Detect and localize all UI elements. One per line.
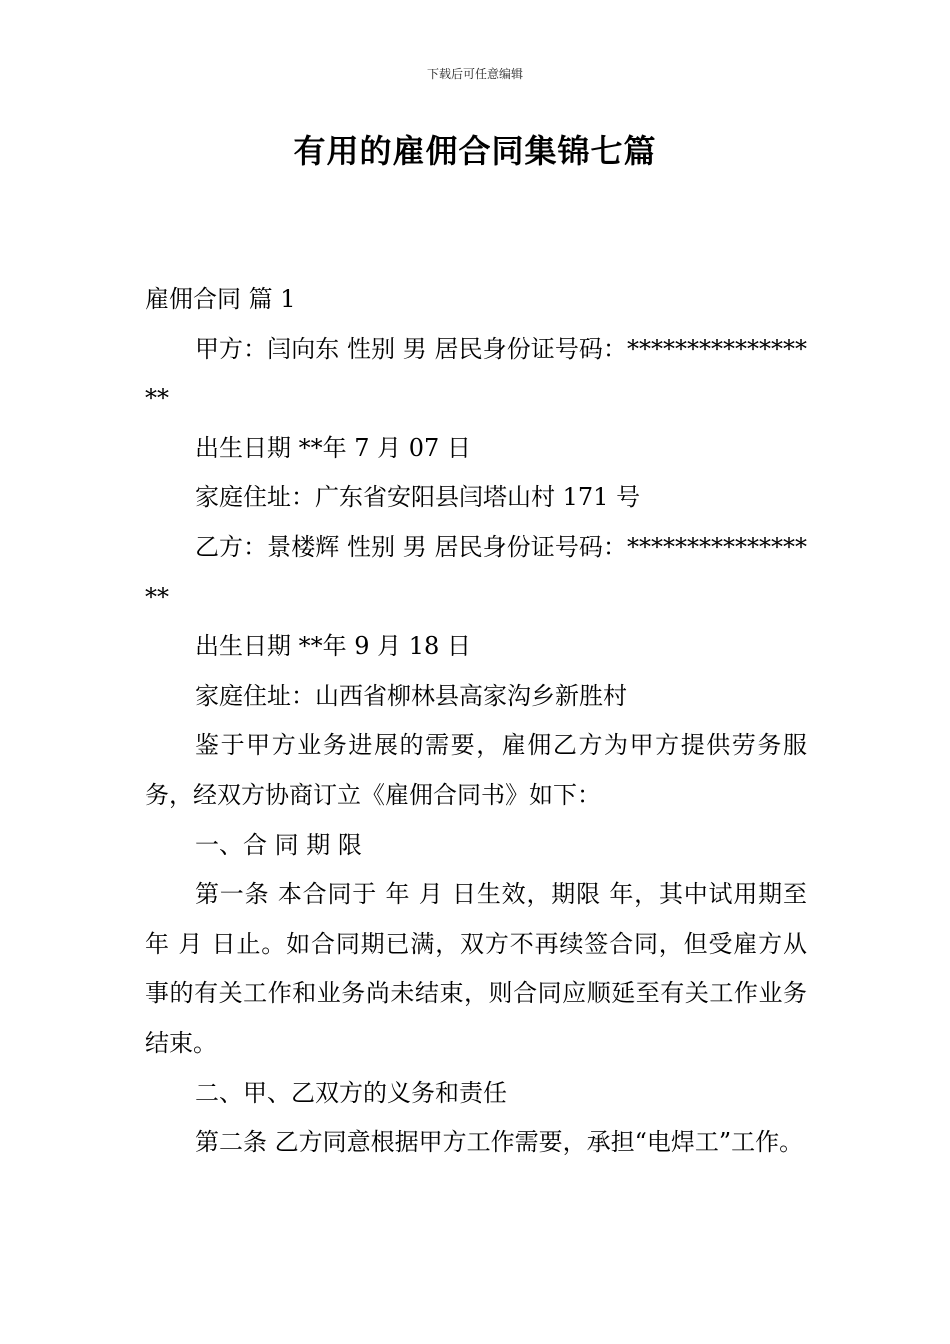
party-a-address: 家庭住址：广东省安阳县闫塔山村 171 号 xyxy=(195,483,641,512)
chapter-heading-obligations: 二、甲、乙双方的义务和责任 xyxy=(195,1078,507,1107)
document-body xyxy=(145,275,807,1168)
article-two-paragraph: 第二条 乙方同意根据甲方工作需要，承担“电焊工”工作。 xyxy=(195,1128,804,1157)
article-one-paragraph: 第一条 本合同于 年 月 日生效，期限 年，其中试用期至 年 月 日止。如合同期已满，双方不再续签合同，但受雇方从事的有关工作和业务尚未结束，则合同应顺延至有关工作业务结束。 xyxy=(145,880,807,1057)
preamble-paragraph: 鉴于甲方业务进展的需要，雇佣乙方为甲方提供劳务服务，经双方协商订立《雇佣合同书》如下： xyxy=(145,731,807,809)
party-b-info: 乙方：景楼辉 性别 男 居民身份证号码：***************** xyxy=(145,532,807,611)
section-heading: 雇佣合同 篇 1 xyxy=(145,285,296,313)
chapter-heading-term: 一、合 同 期 限 xyxy=(195,830,362,859)
header-note: 下载后可任意编辑 xyxy=(426,67,523,81)
party-b-birthdate: 出生日期 **年 9 月 18 日 xyxy=(195,632,471,661)
party-a-birthdate: 出生日期 **年 7 月 07 日 xyxy=(195,433,471,462)
party-b-address: 家庭住址：山西省柳林县高家沟乡新胜村 xyxy=(195,681,627,710)
party-a-info: 甲方：闫向东 性别 男 居民身份证号码：***************** xyxy=(145,334,807,413)
document-title: 有用的雇佣合同集锦七篇 xyxy=(293,132,657,170)
